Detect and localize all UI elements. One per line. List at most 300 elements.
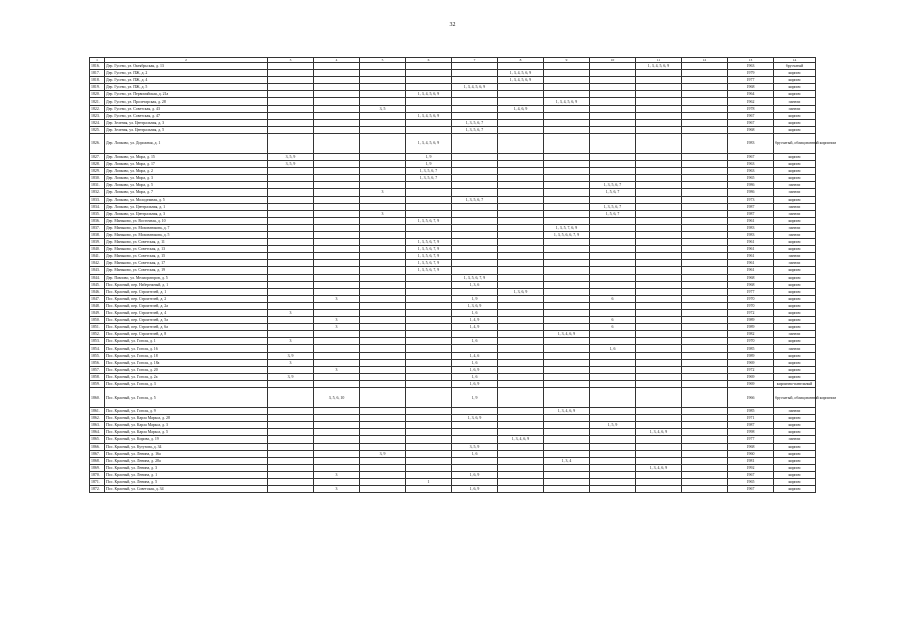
table-row: [90, 98, 816, 105]
col12-cell: [682, 429, 728, 436]
material-cell: кирпич: [774, 310, 816, 317]
table-row: [90, 478, 816, 485]
table-row: [90, 415, 816, 422]
col7-cell: [452, 464, 498, 471]
col11-cell: [636, 408, 682, 415]
col6-cell: [406, 324, 452, 331]
col11-cell: [636, 189, 682, 196]
row-number: 1837.: [90, 224, 105, 231]
col6-cell: [406, 373, 452, 380]
col7-cell: 1, 3, 6: [452, 281, 498, 288]
column-header-9: 9: [544, 58, 590, 63]
col9-cell: [544, 70, 590, 77]
col6-cell: [406, 338, 452, 345]
col10-cell: [590, 288, 636, 295]
col4-cell: [314, 436, 360, 443]
col9-cell: [544, 133, 590, 153]
year-cell: 1961: [728, 267, 774, 274]
col10-cell: [590, 359, 636, 366]
row-number: 1816.: [90, 63, 105, 70]
address-cell: Пос. Красный, ул. Ленина, д. 3: [105, 464, 268, 471]
col9-cell: [544, 77, 590, 84]
year-cell: 1987: [728, 203, 774, 210]
col10-cell: [590, 105, 636, 112]
col9-cell: [544, 63, 590, 70]
col9-cell: 1, 3, 4: [544, 457, 590, 464]
col10-cell: [590, 239, 636, 246]
col7-cell: 3, 5, 9: [452, 443, 498, 450]
col9-cell: [544, 317, 590, 324]
col9-cell: [544, 415, 590, 422]
row-number: 1858.: [90, 373, 105, 380]
col9-cell: [544, 288, 590, 295]
table-row: [90, 464, 816, 471]
col8-cell: [498, 153, 544, 160]
col11-cell: [636, 274, 682, 281]
year-cell: 1989: [728, 317, 774, 324]
col10-cell: [590, 91, 636, 98]
table-row: [90, 189, 816, 196]
col12-cell: [682, 105, 728, 112]
col11-cell: [636, 366, 682, 373]
col7-cell: [452, 267, 498, 274]
col8-cell: [498, 267, 544, 274]
col9-cell: [544, 338, 590, 345]
col12-cell: [682, 189, 728, 196]
col8-cell: [498, 464, 544, 471]
col7-cell: [452, 246, 498, 253]
col4-cell: [314, 464, 360, 471]
col6-cell: [406, 196, 452, 203]
table-row: [90, 345, 816, 352]
year-cell: 1965: [728, 175, 774, 182]
col4-cell: 3, 5, 6, 10: [314, 388, 360, 408]
col8-cell: 1, 3, 4, 6, 9: [498, 436, 544, 443]
col7-cell: [452, 478, 498, 485]
col8-cell: [498, 478, 544, 485]
year-cell: 1987: [728, 422, 774, 429]
material-cell: кирпич: [774, 217, 816, 224]
table-row: [90, 380, 816, 387]
address-cell: Дер. Зеленая, ул. Центральная, д. 3: [105, 119, 268, 126]
col10-cell: [590, 98, 636, 105]
year-cell: 1967: [728, 471, 774, 478]
col12-cell: [682, 352, 728, 359]
row-number: 1867.: [90, 450, 105, 457]
year-cell: 1982: [728, 331, 774, 338]
col7-cell: [452, 175, 498, 182]
col3-cell: 3, 5, 9: [268, 161, 314, 168]
col5-cell: [360, 331, 406, 338]
col6-cell: [406, 443, 452, 450]
material-cell: кирпич: [774, 70, 816, 77]
col4-cell: [314, 217, 360, 224]
col6-cell: [406, 352, 452, 359]
col12-cell: [682, 153, 728, 160]
table-row: [90, 182, 816, 189]
col12-cell: [682, 70, 728, 77]
col5-cell: [360, 457, 406, 464]
year-cell: 1960: [728, 450, 774, 457]
col7-cell: [452, 91, 498, 98]
col6-cell: [406, 274, 452, 281]
col11-cell: [636, 267, 682, 274]
address-cell: Пос. Красный, ул. Гоголя, д. 20: [105, 366, 268, 373]
table-row: [90, 310, 816, 317]
row-number: 1865.: [90, 436, 105, 443]
col7-cell: 1, 4, 9: [452, 324, 498, 331]
col4-cell: [314, 91, 360, 98]
col3-cell: [268, 175, 314, 182]
material-cell: кирпич: [774, 352, 816, 359]
material-cell: кирпич: [774, 281, 816, 288]
col7-cell: [452, 224, 498, 231]
col5-cell: [360, 366, 406, 373]
table-row: [90, 436, 816, 443]
col11-cell: [636, 105, 682, 112]
col5-cell: [360, 338, 406, 345]
column-header-14: 14: [774, 58, 816, 63]
address-cell: Пос. Красный, ул. Гоголя, д. 1: [105, 338, 268, 345]
row-number: 1855.: [90, 352, 105, 359]
col10-cell: [590, 436, 636, 443]
col11-cell: [636, 253, 682, 260]
address-cell: Пос. Красный, ул. Гоголя, д. 18а: [105, 359, 268, 366]
col6-cell: 1, 3, 5, 6, 7: [406, 175, 452, 182]
col11-cell: 1, 3, 4, 6, 9: [636, 429, 682, 436]
table-row: [90, 119, 816, 126]
address-cell: Дер. Лопково, ул. Мира, д. 2: [105, 168, 268, 175]
material-cell: кирпич: [774, 77, 816, 84]
material-cell: кирпич: [774, 457, 816, 464]
col12-cell: [682, 288, 728, 295]
col6-cell: [406, 457, 452, 464]
col9-cell: [544, 380, 590, 387]
col11-cell: [636, 224, 682, 231]
table-row: [90, 153, 816, 160]
material-cell: панели: [774, 345, 816, 352]
col9-cell: 1, 3, 5, 6, 6, 7, 9: [544, 231, 590, 238]
col4-cell: 3: [314, 486, 360, 493]
col10-cell: [590, 486, 636, 493]
col8-cell: [498, 331, 544, 338]
col12-cell: [682, 267, 728, 274]
col5-cell: [360, 267, 406, 274]
col4-cell: [314, 133, 360, 153]
col12-cell: [682, 112, 728, 119]
column-header-8: 8: [498, 58, 544, 63]
col6-cell: [406, 380, 452, 387]
col6-cell: 1, 3, 4, 5, 6, 9: [406, 91, 452, 98]
col12-cell: [682, 331, 728, 338]
col12-cell: [682, 175, 728, 182]
col6-cell: [406, 231, 452, 238]
col3-cell: [268, 429, 314, 436]
material-cell: панели: [774, 210, 816, 217]
register-table: [89, 57, 836, 493]
col9-cell: [544, 486, 590, 493]
col8-cell: [498, 126, 544, 133]
col7-cell: 1, 6: [452, 310, 498, 317]
col10-cell: 1, 5, 9: [590, 422, 636, 429]
row-number: 1857.: [90, 366, 105, 373]
col4-cell: [314, 260, 360, 267]
col8-cell: [498, 408, 544, 415]
col7-cell: [452, 253, 498, 260]
col4-cell: [314, 126, 360, 133]
material-cell: кирпич: [774, 91, 816, 98]
col4-cell: [314, 210, 360, 217]
col4-cell: [314, 98, 360, 105]
col9-cell: 1, 3, 4, 6, 9: [544, 331, 590, 338]
col9-cell: [544, 253, 590, 260]
col5-cell: [360, 380, 406, 387]
row-number: 1856.: [90, 359, 105, 366]
col3-cell: [268, 63, 314, 70]
table-row: [90, 84, 816, 91]
col10-cell: [590, 302, 636, 309]
col8-cell: [498, 91, 544, 98]
col10-cell: [590, 253, 636, 260]
col8-cell: 1, 3, 4, 5, 6, 9: [498, 77, 544, 84]
address-cell: Пос. Красный, ул. Карла Маркса, д. 3: [105, 422, 268, 429]
col11-cell: [636, 486, 682, 493]
year-cell: 1986: [728, 182, 774, 189]
year-cell: 1963: [728, 63, 774, 70]
col9-cell: [544, 352, 590, 359]
col6-cell: 1, 3, 5, 6, 7: [406, 168, 452, 175]
col4-cell: [314, 189, 360, 196]
col4-cell: [314, 153, 360, 160]
col5-cell: [360, 84, 406, 91]
col5-cell: [360, 91, 406, 98]
row-number: 1821.: [90, 98, 105, 105]
material-cell: кирпич: [774, 429, 816, 436]
col11-cell: [636, 359, 682, 366]
col3-cell: [268, 345, 314, 352]
col6-cell: [406, 70, 452, 77]
col3-cell: [268, 422, 314, 429]
col7-cell: 1, 6, 9: [452, 486, 498, 493]
material-cell: кирпич: [774, 359, 816, 366]
col3-cell: [268, 203, 314, 210]
col12-cell: [682, 373, 728, 380]
col5-cell: [360, 373, 406, 380]
col9-cell: [544, 436, 590, 443]
col12-cell: [682, 133, 728, 153]
col5-cell: [360, 408, 406, 415]
col4-cell: [314, 443, 360, 450]
col10-cell: [590, 408, 636, 415]
col7-cell: 1, 6: [452, 359, 498, 366]
col5-cell: [360, 464, 406, 471]
col5-cell: [360, 274, 406, 281]
col7-cell: 1, 3, 6, 9: [452, 415, 498, 422]
material-cell: брусчатый, облицованный кирпичом: [774, 133, 816, 153]
address-cell: Пос. Красный, ул. Кутузова, д. 34: [105, 443, 268, 450]
col4-cell: [314, 203, 360, 210]
col11-cell: [636, 217, 682, 224]
col10-cell: [590, 196, 636, 203]
col5-cell: [360, 324, 406, 331]
col4-cell: [314, 196, 360, 203]
col6-cell: 1, 3, 5, 6, 7, 9: [406, 267, 452, 274]
col11-cell: [636, 443, 682, 450]
year-cell: 1983: [728, 224, 774, 231]
col10-cell: [590, 415, 636, 422]
row-number: 1868.: [90, 457, 105, 464]
row-number: 1870.: [90, 471, 105, 478]
year-cell: 1969: [728, 373, 774, 380]
material-cell: панели: [774, 189, 816, 196]
col9-cell: [544, 359, 590, 366]
col11-cell: [636, 119, 682, 126]
col4-cell: [314, 267, 360, 274]
col11-cell: [636, 415, 682, 422]
material-cell: кирпич: [774, 267, 816, 274]
row-number: 1851.: [90, 324, 105, 331]
col9-cell: [544, 260, 590, 267]
address-cell: Дер. Маньково, ул. Советская, д. 19: [105, 267, 268, 274]
col9-cell: [544, 274, 590, 281]
col10-cell: 1, 6: [590, 345, 636, 352]
row-number: 1839.: [90, 239, 105, 246]
year-cell: 1967: [728, 153, 774, 160]
table-row: [90, 63, 816, 70]
col7-cell: 1, 9: [452, 295, 498, 302]
table-row: [90, 429, 816, 436]
material-cell: кирпич: [774, 295, 816, 302]
col10-cell: [590, 168, 636, 175]
row-number: 1835.: [90, 210, 105, 217]
col11-cell: [636, 302, 682, 309]
col10-cell: [590, 373, 636, 380]
col6-cell: [406, 388, 452, 408]
year-cell: 1961: [728, 217, 774, 224]
col8-cell: 1, 4, 6, 9: [498, 105, 544, 112]
col5-cell: [360, 422, 406, 429]
col9-cell: [544, 422, 590, 429]
col6-cell: 1, 3, 5, 6, 7, 9: [406, 217, 452, 224]
col10-cell: [590, 153, 636, 160]
row-number: 1830.: [90, 175, 105, 182]
col8-cell: [498, 63, 544, 70]
column-header-4: 4: [314, 58, 360, 63]
col6-cell: [406, 203, 452, 210]
col12-cell: [682, 486, 728, 493]
col6-cell: 1, 9: [406, 153, 452, 160]
col3-cell: [268, 133, 314, 153]
col9-cell: 1, 3, 4, 5, 6, 9: [544, 98, 590, 105]
year-cell: 1968: [728, 84, 774, 91]
col12-cell: [682, 457, 728, 464]
col10-cell: [590, 133, 636, 153]
col11-cell: [636, 231, 682, 238]
col10-cell: [590, 175, 636, 182]
col9-cell: [544, 105, 590, 112]
col8-cell: [498, 415, 544, 422]
col6-cell: 1, 3, 5, 6, 7, 9: [406, 239, 452, 246]
col3-cell: [268, 331, 314, 338]
col5-cell: 3: [360, 189, 406, 196]
table-row: [90, 133, 816, 153]
col10-cell: [590, 217, 636, 224]
col12-cell: [682, 464, 728, 471]
year-cell: 1971: [728, 415, 774, 422]
col11-cell: 1, 3, 4, 5, 6, 9: [636, 63, 682, 70]
material-cell: панели: [774, 182, 816, 189]
col10-cell: [590, 231, 636, 238]
row-number: 1817.: [90, 70, 105, 77]
col6-cell: [406, 98, 452, 105]
col9-cell: 1, 3, 4, 6, 9: [544, 408, 590, 415]
col9-cell: [544, 281, 590, 288]
col3-cell: [268, 415, 314, 422]
col6-cell: [406, 331, 452, 338]
row-number: 1820.: [90, 91, 105, 98]
col3-cell: [268, 464, 314, 471]
year-cell: 1968: [728, 443, 774, 450]
col7-cell: [452, 112, 498, 119]
col7-cell: [452, 105, 498, 112]
table-row: [90, 288, 816, 295]
col6-cell: [406, 126, 452, 133]
address-cell: Пос. Красный, пер. Строителей, д. 5а: [105, 317, 268, 324]
material-cell: панели: [774, 408, 816, 415]
col9-cell: [544, 388, 590, 408]
col3-cell: [268, 288, 314, 295]
material-cell: кирпич: [774, 478, 816, 485]
table-row: [90, 338, 816, 345]
address-cell: Дер. Гусево, ул. Октябрьская, д. 13: [105, 63, 268, 70]
address-cell: Пос. Красный, ул. Карла Маркса, д. 28: [105, 415, 268, 422]
col11-cell: [636, 168, 682, 175]
address-cell: Дер. Маньково, ул. Советская, д. 13: [105, 246, 268, 253]
col11-cell: [636, 260, 682, 267]
col9-cell: [544, 302, 590, 309]
row-number: 1834.: [90, 203, 105, 210]
address-cell: Дер. Маньково, ул. Советская, д. 17: [105, 260, 268, 267]
col9-cell: [544, 443, 590, 450]
col4-cell: [314, 281, 360, 288]
col10-cell: [590, 274, 636, 281]
col10-cell: [590, 443, 636, 450]
material-cell: кирпично-панельный: [774, 380, 816, 387]
row-number: 1862.: [90, 415, 105, 422]
row-number: 1818.: [90, 77, 105, 84]
col5-cell: [360, 388, 406, 408]
col7-cell: 1, 4, 9: [452, 317, 498, 324]
col10-cell: [590, 260, 636, 267]
address-cell: Дер. Маньково, ул. Моховатикова, д. 5: [105, 231, 268, 238]
address-cell: Дер. Гусево, ул. Советская, д. 47: [105, 112, 268, 119]
col5-cell: [360, 63, 406, 70]
table-row: [90, 408, 816, 415]
row-number: 1843.: [90, 267, 105, 274]
col11-cell: [636, 338, 682, 345]
year-cell: 1998: [728, 429, 774, 436]
col6-cell: [406, 224, 452, 231]
material-cell: кирпич: [774, 196, 816, 203]
col6-cell: 1, 3, 4, 5, 6, 9: [406, 133, 452, 153]
material-cell: брусчатый, облицованный кирпичом: [774, 388, 816, 408]
col12-cell: [682, 317, 728, 324]
table-row: [90, 457, 816, 464]
col8-cell: [498, 182, 544, 189]
row-number: 1827.: [90, 153, 105, 160]
col5-cell: [360, 281, 406, 288]
material-cell: кирпич: [774, 153, 816, 160]
